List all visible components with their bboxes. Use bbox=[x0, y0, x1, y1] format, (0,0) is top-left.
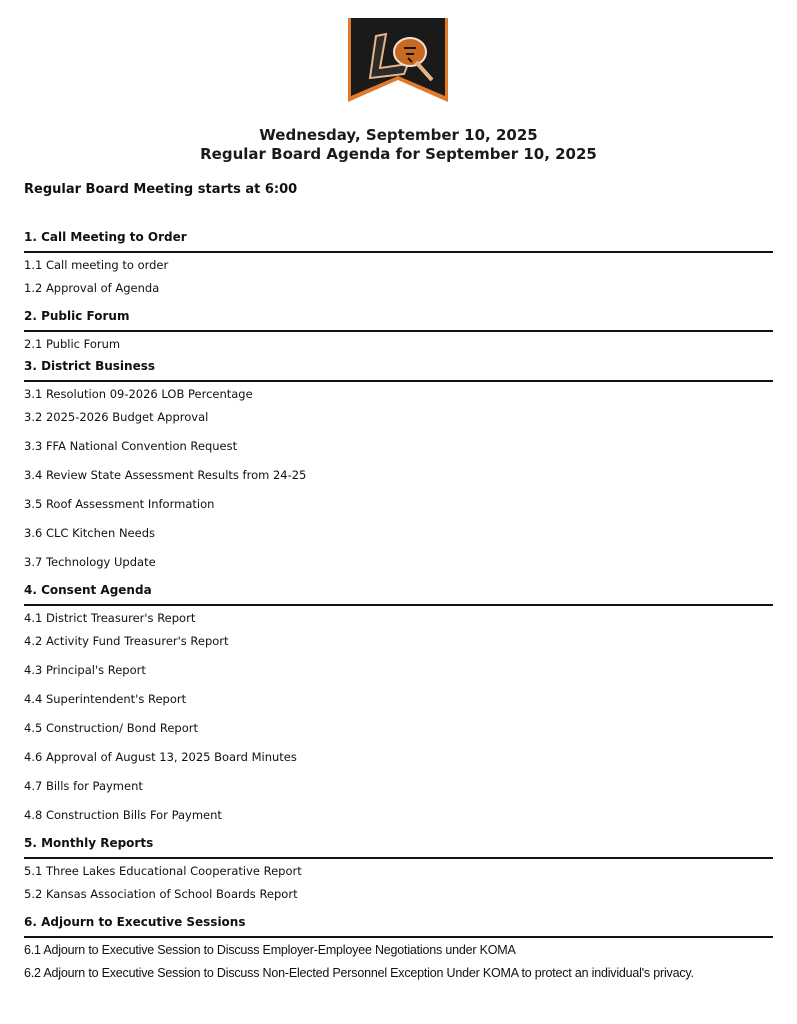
agenda-item: 1.2 Approval of Agenda bbox=[24, 281, 160, 295]
section-heading: 1. Call Meeting to Order bbox=[24, 228, 773, 253]
school-logo bbox=[346, 18, 450, 102]
meeting-date: Wednesday, September 10, 2025 bbox=[259, 126, 538, 144]
agenda-item: 6.2 Adjourn to Executive Session to Discuss Non-Elected Personnel Exception Under KOMA to protect an individual's privacy. bbox=[24, 966, 694, 980]
agenda-item: 3.6 CLC Kitchen Needs bbox=[24, 526, 155, 540]
agenda-item: 4.7 Bills for Payment bbox=[24, 779, 143, 793]
agenda-item: 6.1 Adjourn to Executive Session to Discuss Employer-Employee Negotiations under KOMA bbox=[24, 943, 516, 957]
agenda-item: 3.1 Resolution 09-2026 LOB Percentage bbox=[24, 387, 253, 401]
agenda-item: 1.1 Call meeting to order bbox=[24, 258, 169, 272]
agenda-item: 5.1 Three Lakes Educational Cooperative Report bbox=[24, 864, 302, 878]
agenda-item: 3.7 Technology Update bbox=[24, 555, 156, 569]
section-heading: 3. District Business bbox=[24, 357, 773, 382]
agenda-item: 4.5 Construction/ Bond Report bbox=[24, 721, 198, 735]
section-heading: 4. Consent Agenda bbox=[24, 581, 773, 606]
agenda-item: 4.1 District Treasurer's Report bbox=[24, 611, 196, 625]
agenda-item: 2.1 Public Forum bbox=[24, 337, 121, 351]
section-heading: 2. Public Forum bbox=[24, 307, 773, 332]
section-heading: 5. Monthly Reports bbox=[24, 834, 773, 859]
agenda-item: 3.5 Roof Assessment Information bbox=[24, 497, 215, 511]
agenda-list bbox=[24, 228, 773, 992]
start-note: Regular Board Meeting starts at 6:00 bbox=[24, 182, 298, 197]
agenda-item: 4.2 Activity Fund Treasurer's Report bbox=[24, 634, 229, 648]
agenda-item: 3.3 FFA National Convention Request bbox=[24, 439, 238, 453]
agenda-item: 4.3 Principal's Report bbox=[24, 663, 146, 677]
agenda-item: 4.4 Superintendent's Report bbox=[24, 692, 187, 706]
agenda-item: 4.6 Approval of August 13, 2025 Board Minutes bbox=[24, 750, 297, 764]
agenda-item: 5.2 Kansas Association of School Boards Report bbox=[24, 887, 298, 901]
agenda-item: 4.8 Construction Bills For Payment bbox=[24, 808, 222, 822]
section-heading: 6. Adjourn to Executive Sessions bbox=[24, 913, 773, 938]
agenda-title: Regular Board Agenda for September 10, 2025 bbox=[200, 145, 597, 163]
agenda-item: 3.4 Review State Assessment Results from 24-25 bbox=[24, 468, 307, 482]
agenda-item: 3.2 2025-2026 Budget Approval bbox=[24, 410, 209, 424]
